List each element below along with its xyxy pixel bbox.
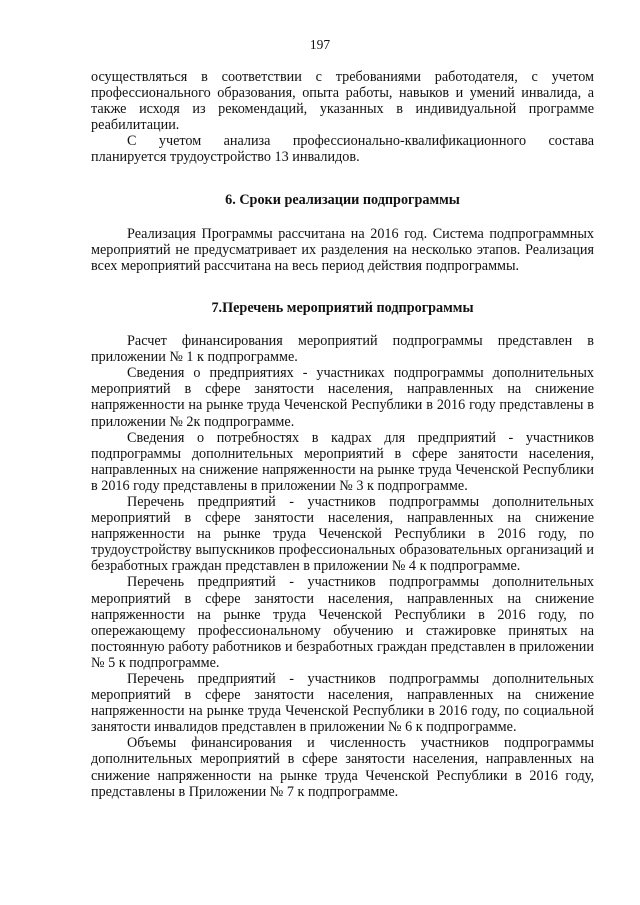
section-7-paragraph: Сведения о предприятиях - участниках подпрограммы дополнительных мероприятий в сфере занятости населения, направленных на снижение напряженности на рынке труда Чеченской Республики в 2016 году представлены в приложении № 2к подпрограмме. <box>91 365 594 430</box>
section-7-paragraph: Перечень предприятий - участников подпрограммы дополнительных мероприятий в сфере занятости населения, направленных на снижение напряженности на рынке труда Чеченской Республики в 2016 году, по трудоустройству выпускников профессиональных образовательных организаций и безработных граждан представлен в приложении № 4 к подпрограмме. <box>91 493 594 575</box>
section-7-paragraph: Перечень предприятий - участников подпрограммы дополнительных мероприятий в сфере занятости населения, направленных на снижение напряженности на рынке труда Чеченской Республики в 2016 году, по опережающему профессиональному обучению и стажировке принятых на постоянную работу работников и безработных граждан представлен в приложении № 5 к подпрограмме. <box>91 574 594 671</box>
page-number: 197 <box>309 37 331 52</box>
section-7-paragraph: Сведения о потребностях в кадрах для предприятий - участников подпрограммы дополнительных мероприятий в сфере занятости населения, направленных на снижение напряженности на рынке труда Чеченской Республики в 2016 году представлены в приложении № 3 к подпрограмме. <box>91 429 594 494</box>
section-6-title: 6. Сроки реализации подпрограммы <box>225 191 460 208</box>
page-content <box>91 69 594 800</box>
section-6-paragraph: Реализация Программы рассчитана на 2016 год. Система подпрограммных мероприятий не предусматривает их разделения на несколько этапов. Реализация всех мероприятий рассчитана на весь период действия подпрограммы. <box>91 225 594 274</box>
section-7-paragraph: Перечень предприятий - участников подпрограммы дополнительных мероприятий в сфере занятости населения, направленных на снижение напряженности на рынке труда Чеченской Республики в 2016 году, по социальной занятости инвалидов представлен в приложении № 6 к подпрограмме. <box>91 671 594 736</box>
section-7-paragraph: Расчет финансирования мероприятий подпрограммы представлен в приложении № 1 к подпрограмме. <box>91 333 594 366</box>
intro-paragraph: С учетом анализа профессионально-квалификационного состава планируется трудоустройство 13 инвалидов. <box>91 133 594 166</box>
continuation-paragraph: осуществляться в соответствии с требованиями работодателя, с учетом профессионального образования, опыта работы, навыков и умений инвалида, а также исходя из рекомендаций, указанных в индивидуальной программе реабилитации. <box>91 69 594 134</box>
section-7-title: 7.Перечень мероприятий подпрограммы <box>211 299 474 316</box>
section-7-paragraph: Объемы финансирования и численность участников подпрограммы дополнительных мероприятий в сфере занятости населения, направленных на снижение напряженности на рынке труда Чеченской Республики в 2016 году, представлены в Приложении № 7 к подпрограмме. <box>91 735 594 800</box>
